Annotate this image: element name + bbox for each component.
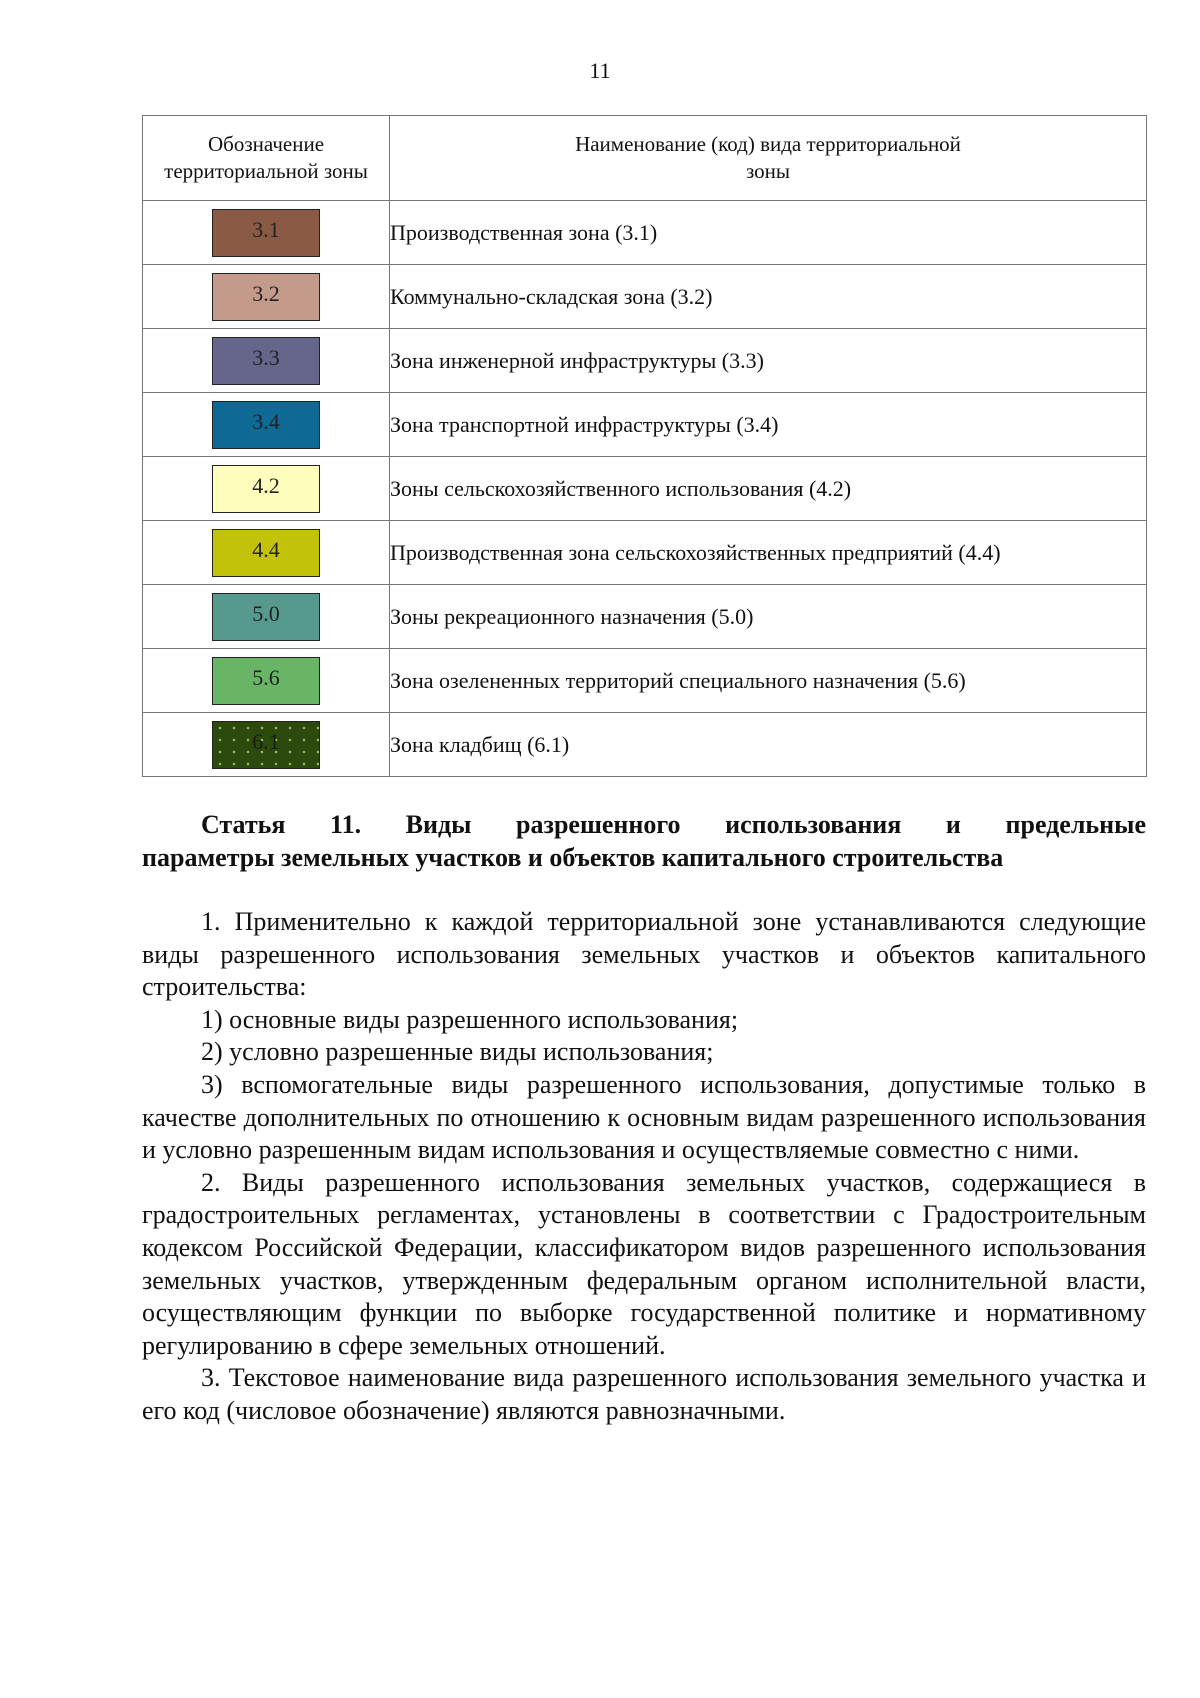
zone-color-swatch: 4.4 bbox=[212, 529, 320, 577]
zone-color-swatch: 6.1 bbox=[212, 721, 320, 769]
paragraph-3: 3. Текстовое наименование вида разрешенного использования земельного участка и его код (числовое обозначение) являются равнозначными. bbox=[142, 1363, 1146, 1425]
table-row bbox=[143, 457, 1147, 521]
article-body bbox=[142, 906, 1146, 1428]
paragraph-1-item-2: 2) условно разрешенные виды использования; bbox=[201, 1037, 714, 1067]
paragraph-1-item-3: 3) вспомогательные виды разрешенного использования, допустимые только в качестве дополнительных по отношению к основным видам разрешенного использования и условно разрешенным видам использования и осуществляемые совместно с ними. bbox=[142, 1069, 1146, 1165]
zone-color-swatch: 3.3 bbox=[212, 337, 320, 385]
header-zone-name: Наименование (код) вида территориальной зоны bbox=[390, 116, 1147, 201]
paragraph-2: 2. Виды разрешенного использования земельных участков, содержащиеся в градостроительных регламентах, установлены в соответствии с Градостроительным кодексом Российской Федерации, классификатором видов разрешенного использования земельных участков, утвержденным федеральным органом исполнительной власти, осуществляющим функции по выборке государственной политике и нормативному регулированию в сфере земельных отношений. bbox=[142, 1167, 1146, 1360]
zone-swatch-cell bbox=[143, 457, 390, 521]
zone-name-cell bbox=[390, 265, 1147, 329]
zone-color-swatch: 3.2 bbox=[212, 273, 320, 321]
zone-name-cell bbox=[390, 329, 1147, 393]
zone-name-cell bbox=[390, 457, 1147, 521]
zone-name: Зона озелененных территорий специального назначения (5.6) bbox=[390, 667, 966, 693]
zone-color-swatch: 3.1 bbox=[212, 209, 320, 257]
zone-name-cell bbox=[390, 713, 1147, 777]
zone-name: Зона кладбищ (6.1) bbox=[390, 731, 570, 757]
paragraph-1: 1. Применительно к каждой территориальной зоне устанавливаются следующие виды разрешенного использования земельных участков и объектов капитального строительства: bbox=[142, 907, 1146, 1002]
zone-swatch-cell bbox=[143, 265, 390, 329]
zone-name: Зоны сельскохозяйственного использования (4.2) bbox=[390, 475, 852, 501]
table-row bbox=[143, 265, 1147, 329]
zone-name-cell bbox=[390, 521, 1147, 585]
zone-swatch-cell bbox=[143, 329, 390, 393]
table-header-row bbox=[143, 116, 1147, 201]
zone-swatch-cell bbox=[143, 393, 390, 457]
zone-name: Зона транспортной инфраструктуры (3.4) bbox=[390, 411, 779, 437]
header-zone-designation: Обозначение территориальной зоны bbox=[143, 116, 390, 201]
zone-swatch-cell bbox=[143, 521, 390, 585]
zone-name-cell bbox=[390, 393, 1147, 457]
zone-name: Производственная зона сельскохозяйственных предприятий (4.4) bbox=[390, 539, 1001, 565]
table-row bbox=[143, 393, 1147, 457]
table-row bbox=[143, 649, 1147, 713]
article-title bbox=[142, 808, 1146, 874]
zone-swatch-cell bbox=[143, 713, 390, 777]
zone-name-cell bbox=[390, 585, 1147, 649]
zone-name-cell bbox=[390, 201, 1147, 265]
zone-color-swatch: 5.6 bbox=[212, 657, 320, 705]
article-title-line2: параметры земельных участков и объектов капитального строительства bbox=[142, 843, 1004, 872]
zone-color-swatch: 4.2 bbox=[212, 465, 320, 513]
page-number: 11 bbox=[589, 58, 611, 83]
paragraph-1-item-1: 1) основные виды разрешенного использования; bbox=[201, 1004, 739, 1034]
zones-table bbox=[142, 115, 1147, 777]
zone-name: Производственная зона (3.1) bbox=[390, 219, 658, 245]
zone-swatch-cell bbox=[143, 649, 390, 713]
table-row bbox=[143, 201, 1147, 265]
zone-name-cell bbox=[390, 649, 1147, 713]
zone-swatch-cell bbox=[143, 201, 390, 265]
zone-color-swatch: 3.4 bbox=[212, 401, 320, 449]
zone-name: Зоны рекреационного назначения (5.0) bbox=[390, 603, 754, 629]
table-row bbox=[143, 521, 1147, 585]
table-row bbox=[143, 585, 1147, 649]
zone-name: Коммунально-складская зона (3.2) bbox=[390, 283, 713, 309]
table-row bbox=[143, 329, 1147, 393]
zone-name: Зона инженерной инфраструктуры (3.3) bbox=[390, 347, 764, 373]
table-row bbox=[143, 713, 1147, 777]
article-title-line1: Статья 11. Виды разрешенного использования и предельные bbox=[201, 810, 1146, 839]
zone-color-swatch: 5.0 bbox=[212, 593, 320, 641]
zone-swatch-cell bbox=[143, 585, 390, 649]
